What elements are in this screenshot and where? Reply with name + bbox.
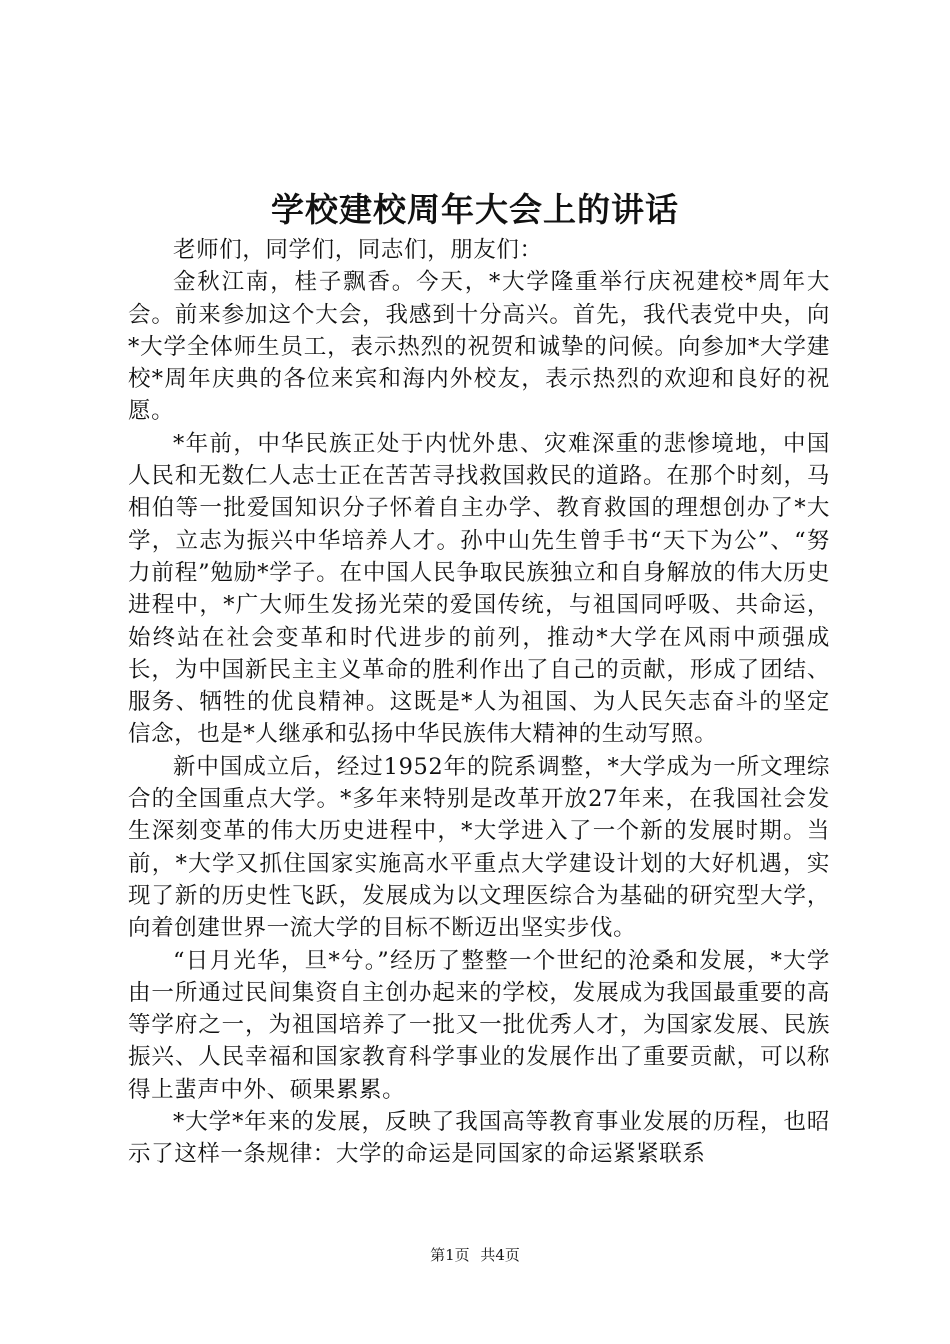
- body-paragraph: “日月光华，旦*兮。”经历了整整一个世纪的沧桑和发展，*大学由一所通过民间集资自主创办起来的学校，发展成为我国最重要的高等学府之一，为祖国培养了一批又一批优秀人才，为国家发展、民族振兴、人民幸福和国家教育科学事业的发展作出了重要贡献，可以称得上蜚声中外、硕果累累。: [128, 947, 830, 1103]
- page-number: 第1页: [430, 1246, 470, 1264]
- body-paragraph: 金秋江南，桂子飘香。今天，*大学隆重举行庆祝建校*周年大会。前来参加这个大会，我感到十分高兴。首先，我代表党中央，向*大学全体师生员工，表示热烈的祝贺和诚挚的问候。向参加*大学建校*周年庆典的各位来宾和海内外校友，表示热烈的欢迎和良好的祝愿。: [128, 269, 830, 425]
- salutation-paragraph: 老师们，同学们，同志们，朋友们：: [173, 237, 543, 263]
- body-paragraph: *大学*年来的发展，反映了我国高等教育事业发展的历程，也昭示了这样一条规律：大学的命运是同国家的命运紧紧联系: [128, 1109, 830, 1168]
- page-total: 共4页: [480, 1246, 520, 1264]
- body-paragraph: 新中国成立后，经过1952年的院系调整，*大学成为一所文理综合的全国重点大学。*多年来特别是改革开放27年来，在我国社会发生深刻变革的伟大历史进程中，*大学进入了一个新的发展时期。当前，*大学又抓住国家实施高水平重点大学建设计划的大好机遇，实现了新的历史性飞跃，发展成为以文理医综合为基础的研究型大学，向着创建世界一流大学的目标不断迈出坚实步伐。: [128, 753, 830, 942]
- body-paragraph: *年前，中华民族正处于内忧外患、灾难深重的悲惨境地，中国人民和无数仁人志士正在苦苦寻找救国救民的道路。在那个时刻，马相伯等一批爱国知识分子怀着自主办学、教育救国的理想创办了*大学，立志为振兴中华培养人才。孙中山先生曾手书“天下为公”、“努力前程”勉励*学子。在中国人民争取民族独立和自身解放的伟大历史进程中，*广大师生发扬光荣的爱国传统，与祖国同呼吸、共命运，始终站在社会变革和时代进步的前列，推动*大学在风雨中顽强成长，为中国新民主主义革命的胜利作出了自己的贡献，形成了团结、服务、牺牲的优良精神。这既是*人为祖国、为人民矢志奋斗的坚定信念，也是*人继承和弘扬中华民族伟大精神的生动写照。: [128, 430, 830, 748]
- page-footer: [0, 1244, 950, 1266]
- document-title: 学校建校周年大会上的讲话: [271, 190, 679, 229]
- document-body: [128, 234, 830, 1171]
